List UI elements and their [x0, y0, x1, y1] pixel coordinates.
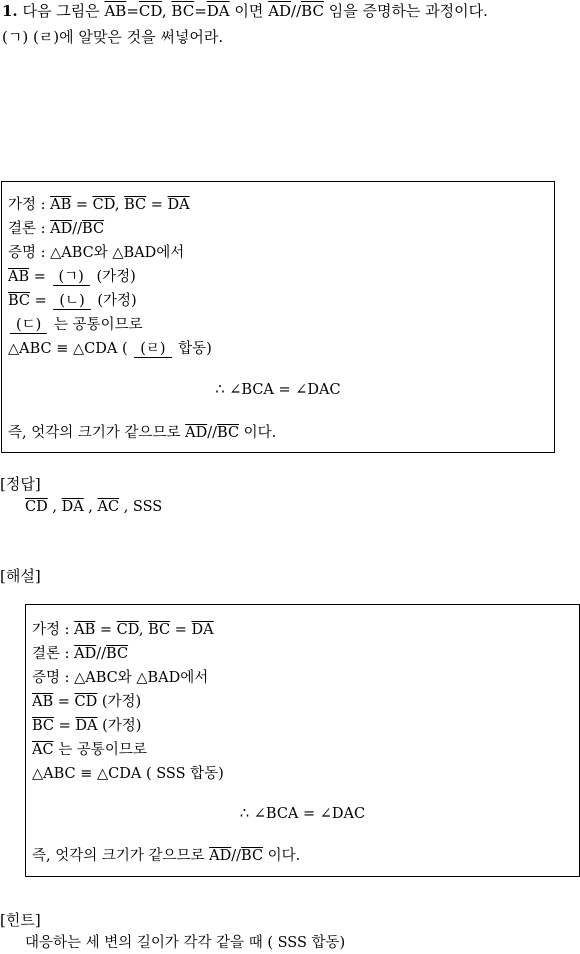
equals-sign: =	[75, 197, 89, 213]
segment-ad: $\overline{AD}$	[50, 221, 73, 237]
blank-a: (ㄱ)	[53, 269, 90, 286]
segment-cd: $\overline{CD}$	[116, 622, 139, 638]
congruent-prefix: △ABC ≡ △CDA (	[8, 341, 128, 357]
separator: ,	[52, 499, 57, 515]
segment-da: $\overline{DA}$	[167, 197, 190, 213]
parallel-sign: //	[96, 646, 107, 662]
equals-sign: =	[33, 269, 46, 285]
segment-ab: $\overline{AB}$	[104, 2, 127, 20]
segment-da: $\overline{DA}$	[206, 2, 230, 20]
equals-sign: =	[57, 694, 70, 710]
final-prefix: 즉, 엇각의 크기가 같으므로	[8, 425, 181, 441]
therefore-line: ∴ ∠BCA = ∠DAC	[215, 382, 341, 398]
separator: ,	[123, 499, 129, 515]
final-line	[32, 847, 300, 865]
segment-da: $\overline{DA}$	[75, 718, 98, 734]
answer-1: $\overline{CD}$	[25, 499, 48, 515]
proof-box	[1, 181, 555, 453]
final-prefix: 즉, 엇각의 크기가 같으므로	[32, 848, 205, 864]
segment-ab: $\overline{AB}$	[74, 622, 96, 638]
given-label: 가정 :	[32, 622, 70, 638]
segment-bc: $\overline{BC}$	[106, 646, 129, 662]
segment-cd: $\overline{CD}$	[138, 2, 162, 20]
segment-ad: $\overline{AD}$	[209, 848, 232, 864]
question-text-b: 이면	[234, 2, 264, 20]
equals-sign: =	[174, 622, 187, 638]
question-text-a: 다음 그림은	[22, 2, 100, 20]
comma: ,	[114, 197, 120, 213]
segment-cd: $\overline{CD}$	[92, 197, 115, 213]
explanation-box	[25, 604, 580, 877]
proof-step-congruent	[8, 340, 212, 358]
answer-2: $\overline{DA}$	[61, 499, 84, 515]
separator: ,	[88, 499, 93, 515]
parallel-sign: //	[207, 425, 218, 441]
question-number: 1.	[2, 2, 18, 20]
segment-bc: $\overline{BC}$	[171, 2, 195, 20]
segment-bc: $\overline{BC}$	[124, 197, 147, 213]
segment-bc: $\overline{BC}$	[8, 293, 31, 309]
segment-ab: $\overline{AB}$	[50, 197, 72, 213]
answer-3: $\overline{AC}$	[97, 499, 120, 515]
given-note: (가정)	[102, 718, 142, 734]
proof-step-congruent: △ABC ≡ △CDA ( SSS 합동)	[32, 766, 224, 782]
given-note: (가정)	[101, 694, 142, 710]
given-note: (가정)	[97, 293, 137, 309]
segment-ad: $\overline{AD}$	[185, 425, 208, 441]
answer-title: [정답]	[0, 475, 41, 493]
conclusion-label: 결론 :	[8, 221, 46, 237]
proof-step-bc	[8, 292, 137, 310]
question-line-1	[2, 2, 488, 20]
answer-4: SSS	[132, 499, 163, 515]
equals-sign: =	[99, 622, 113, 638]
segment-da: $\overline{DA}$	[191, 622, 214, 638]
segment-bc: $\overline{BC}$	[241, 848, 264, 864]
question-text-c: 임을 증명하는 과정이다.	[328, 2, 488, 20]
segment-cd: $\overline{CD}$	[74, 694, 98, 710]
segment-bc: $\overline{BC}$	[301, 2, 324, 20]
proof-statement: 증명 : △ABC와 △BAD에서	[8, 245, 185, 261]
proof-statement: 증명 : △ABC와 △BAD에서	[32, 670, 209, 686]
segment-bc: $\overline{BC}$	[32, 718, 55, 734]
final-line	[8, 424, 276, 442]
parallel-sign: //	[231, 848, 242, 864]
proof-step-bc	[32, 717, 141, 735]
explanation-title: [해설]	[0, 567, 41, 585]
equals-sign: =	[34, 293, 47, 309]
comma: ,	[138, 622, 144, 638]
equals-sign: =	[126, 2, 139, 20]
equals-sign: =	[58, 718, 71, 734]
proof-step-common	[8, 316, 143, 334]
blank-b: (ㄴ)	[53, 293, 90, 310]
segment-ad: $\overline{AD}$	[268, 2, 292, 20]
parallel-sign: //	[72, 221, 83, 237]
segment-bc: $\overline{BC}$	[217, 425, 240, 441]
final-suffix: 이다.	[267, 848, 301, 864]
final-suffix: 이다.	[243, 425, 277, 441]
equals-sign: =	[194, 2, 207, 20]
blank-d: (ㄹ)	[134, 341, 171, 358]
segment-bc: $\overline{BC}$	[148, 622, 171, 638]
segment-ab: $\overline{AB}$	[8, 269, 30, 285]
question-line-2: (ㄱ) (ㄹ)에 알맞은 것을 써넣어라.	[2, 28, 224, 46]
segment-ab: $\overline{AB}$	[32, 694, 54, 710]
parallel-sign: //	[291, 2, 302, 20]
congruent-suffix: 합동)	[178, 341, 212, 357]
proof-step-ab	[8, 268, 136, 286]
conclusion-line	[8, 220, 104, 238]
therefore-line: ∴ ∠BCA = ∠DAC	[239, 806, 366, 822]
proof-step-ab	[32, 693, 141, 711]
segment-ac: $\overline{AC}$	[32, 742, 54, 758]
answer-line	[25, 498, 162, 516]
given-line	[32, 621, 214, 639]
common-text: 는 공통이므로	[58, 742, 147, 758]
hint-title: [힌트]	[0, 911, 41, 929]
comma: ,	[161, 2, 167, 20]
hint-text: 대응하는 세 변의 길이가 각각 같을 때 ( SSS 합동)	[25, 935, 346, 951]
given-line	[8, 196, 190, 214]
common-text: 는 공통이므로	[53, 317, 143, 333]
blank-c: (ㄷ)	[10, 317, 47, 334]
conclusion-line	[32, 645, 128, 663]
segment-bc: $\overline{BC}$	[82, 221, 105, 237]
proof-step-common	[32, 741, 147, 759]
given-note: (가정)	[96, 269, 136, 285]
equals-sign: =	[150, 197, 163, 213]
conclusion-label: 결론 :	[32, 646, 70, 662]
segment-ad: $\overline{AD}$	[74, 646, 97, 662]
given-label: 가정 :	[8, 197, 46, 213]
